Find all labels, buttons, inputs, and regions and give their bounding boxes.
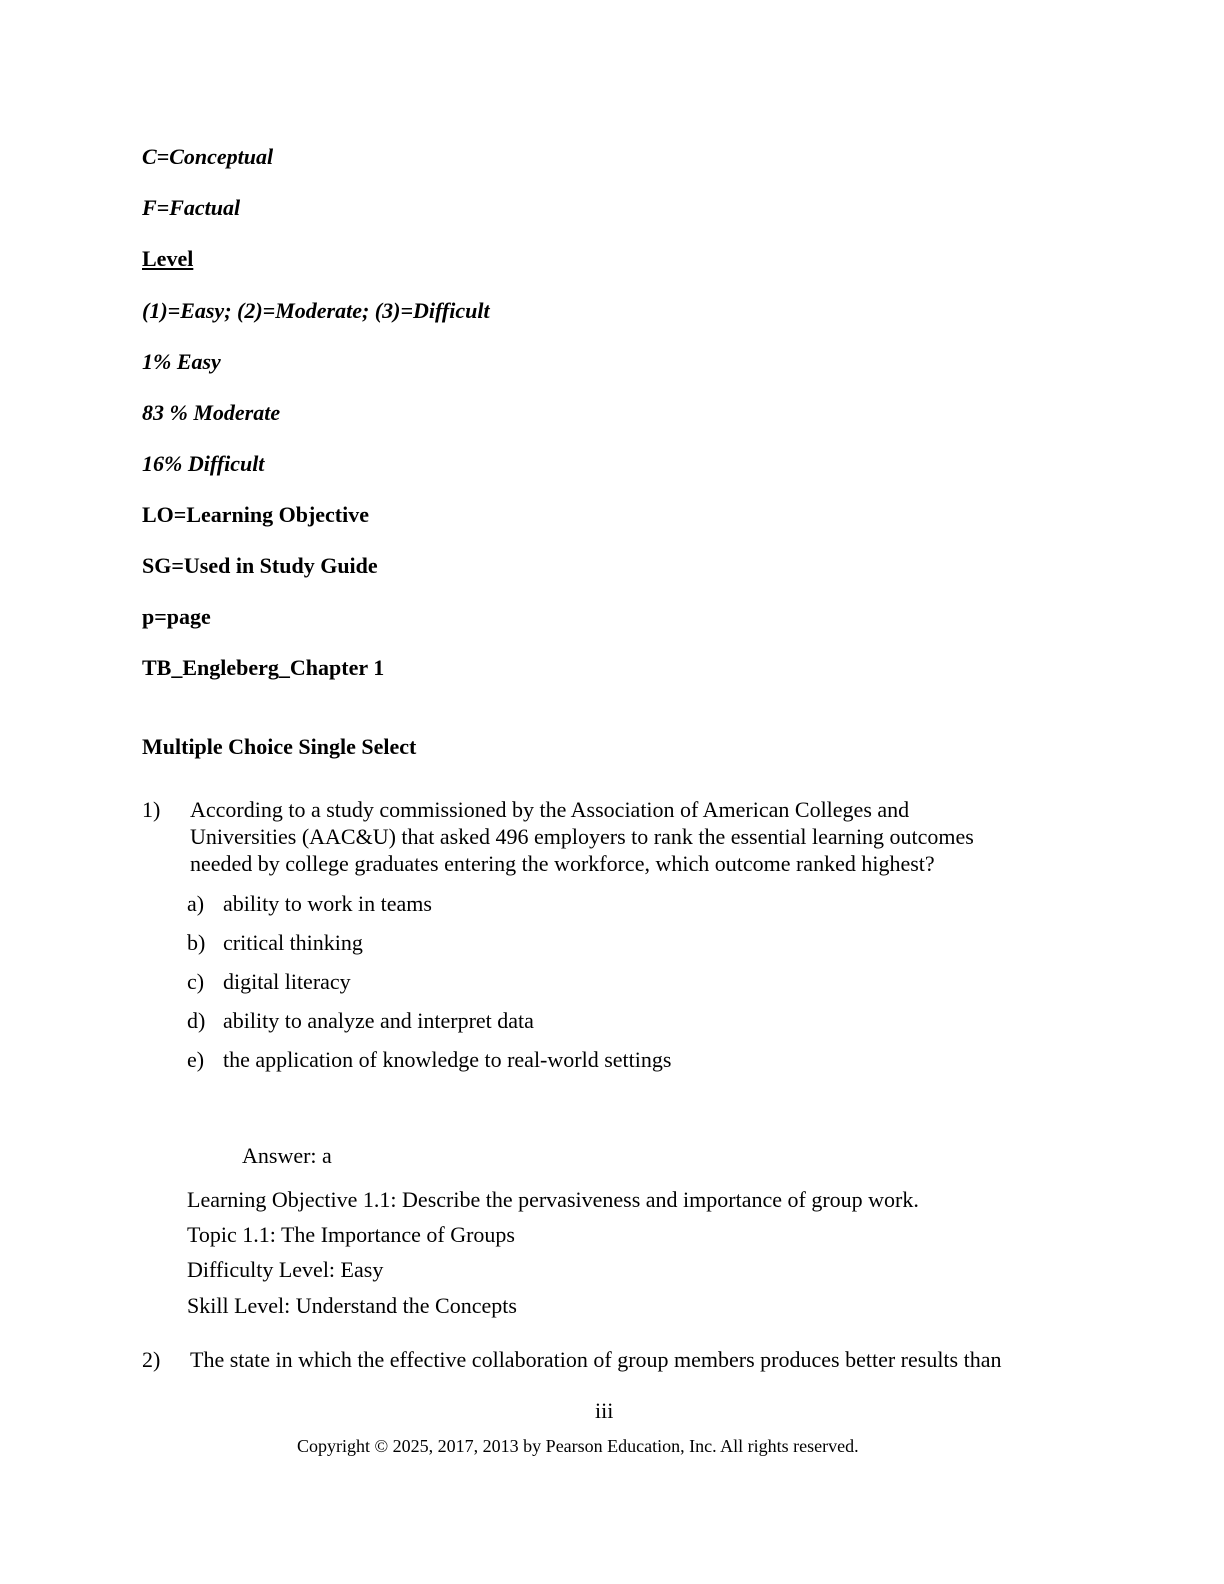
question-text: Universities (AAC&U) that asked 496 employers to rank the essential learning outcomes [190,824,974,849]
legend-difficult: 16% Difficult [142,451,265,476]
topic: Topic 1.1: The Importance of Groups [187,1222,515,1247]
question-text: The state in which the effective collaboration of group members produces better results than [190,1347,1002,1372]
legend-sg: SG=Used in Study Guide [142,553,378,578]
option-text: the application of knowledge to real-world settings [223,1047,672,1072]
option-letter: c) [187,969,205,994]
difficulty-level: Difficulty Level: Easy [187,1257,384,1282]
level-heading: Level [142,246,194,271]
legend-page: p=page [142,604,211,629]
skill-level: Skill Level: Understand the Concepts [187,1293,517,1318]
question-number: 1) [142,797,161,822]
chapter-title: TB_Engleberg_Chapter 1 [142,655,385,680]
option-letter: e) [187,1047,205,1072]
legend-levels: (1)=Easy; (2)=Moderate; (3)=Difficult [142,298,490,323]
legend-conceptual: C=Conceptual [142,144,274,169]
question-text: According to a study commissioned by the Association of American Colleges and [190,797,910,822]
legend-moderate: 83 % Moderate [142,400,281,425]
option-text: ability to analyze and interpret data [223,1008,534,1033]
section-heading: Multiple Choice Single Select [142,734,417,759]
option-letter: d) [187,1008,206,1033]
learning-objective: Learning Objective 1.1: Describe the pervasiveness and importance of group work. [187,1187,919,1212]
option-text: digital literacy [223,969,351,994]
option-letter: b) [187,930,206,955]
legend-factual: F=Factual [142,195,241,220]
copyright: Copyright © 2025, 2017, 2013 by Pearson Education, Inc. All rights reserved. [297,1436,859,1456]
option-letter: a) [187,891,205,916]
page-number: iii [595,1398,614,1423]
option-text: critical thinking [223,930,363,955]
answer: Answer: a [242,1143,332,1168]
legend-easy: 1% Easy [142,349,221,374]
question-text: needed by college graduates entering the workforce, which outcome ranked highest? [190,851,935,876]
option-text: ability to work in teams [223,891,432,916]
question-number: 2) [142,1347,161,1372]
legend-lo: LO=Learning Objective [142,502,370,527]
